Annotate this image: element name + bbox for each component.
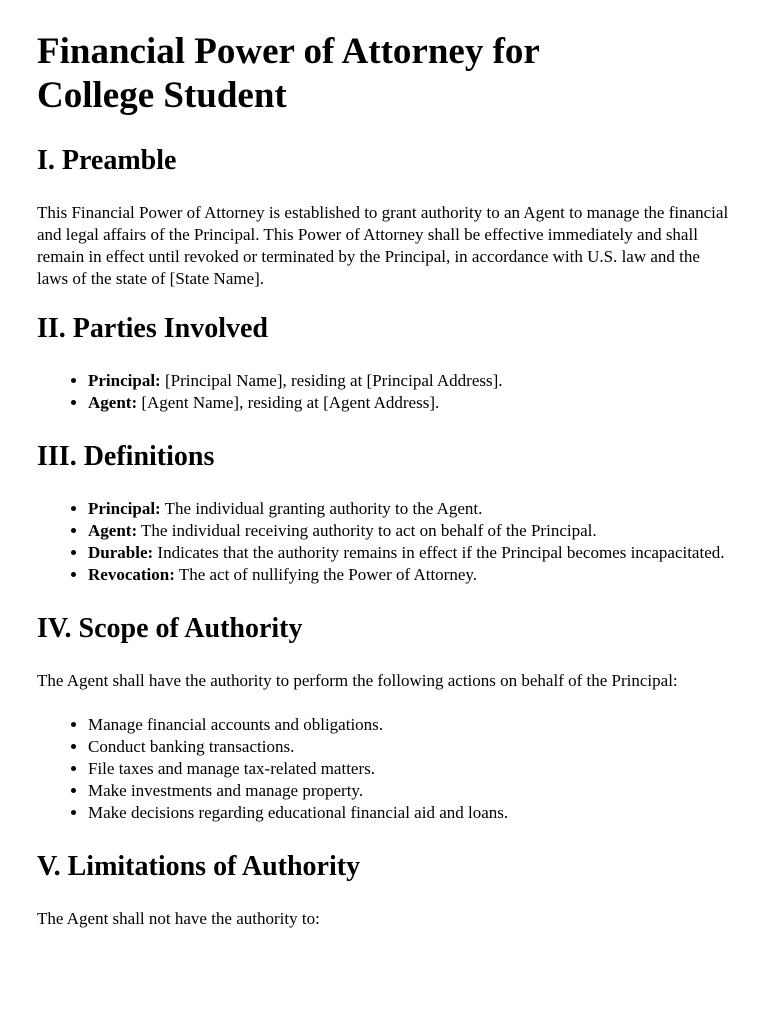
term-label: Durable: [88, 543, 154, 562]
list-item [88, 564, 734, 586]
list-item [88, 498, 734, 520]
term-text: The act of nullifying the Power of Attorney. [174, 565, 478, 584]
parties-list [37, 370, 734, 414]
list-item: • Make decisions regarding educational financial aid and loans. [88, 802, 734, 824]
preamble-text: This Financial Power of Attorney is established to grant authority to an Agent to manage the financial and legal affairs of the Principal. This Power of Attorney shall be effective immediately and shall remain in effect until revoked or terminated by the Principal, in accordance with U.S. law and the laws of the state of [State Name]. [37, 203, 729, 288]
term-label: Revocation: [88, 565, 175, 584]
definitions-list [37, 498, 734, 586]
preamble-section [37, 144, 734, 290]
list-item: • Make investments and manage property. [88, 780, 734, 802]
parties-section [37, 312, 734, 414]
term-text: Indicates that the authority remains in effect if the Principal becomes incapacitated. [153, 543, 725, 562]
list-item [88, 392, 734, 414]
term-text: [Principal Name], residing at [Principal Address]. [160, 371, 503, 390]
definitions-section [37, 440, 734, 586]
term-label: Agent: [88, 521, 138, 540]
limitations-intro: The Agent shall not have the authority to: [37, 909, 320, 928]
limitations-section [37, 850, 734, 930]
list-item [88, 520, 734, 542]
list-item: • Manage financial accounts and obligations. [88, 714, 734, 736]
scope-section [37, 612, 734, 824]
term-label: Agent: [88, 393, 138, 412]
term-text: The individual receiving authority to act on behalf of the Principal. [137, 521, 597, 540]
parties-heading: II. Parties Involved [37, 313, 268, 344]
term-text: The individual granting authority to the Agent. [160, 499, 483, 518]
term-text: [Agent Name], residing at [Agent Address]. [137, 393, 440, 412]
scope-heading: IV. Scope of Authority [37, 613, 303, 644]
limitations-heading: V. Limitations of Authority [37, 851, 361, 882]
document-title: Financial Power of Attorney for College Student [37, 31, 540, 116]
list-item [88, 370, 734, 392]
scope-list [37, 714, 734, 824]
definitions-heading: III. Definitions [37, 441, 215, 472]
list-item: • File taxes and manage tax-related matters. [88, 758, 734, 780]
term-label: Principal: [88, 371, 161, 390]
preamble-heading: I. Preamble [37, 145, 177, 176]
term-label: Principal: [88, 499, 161, 518]
list-item: • Conduct banking transactions. [88, 736, 734, 758]
scope-intro: The Agent shall have the authority to perform the following actions on behalf of the Principal: [37, 671, 678, 690]
list-item [88, 542, 734, 564]
